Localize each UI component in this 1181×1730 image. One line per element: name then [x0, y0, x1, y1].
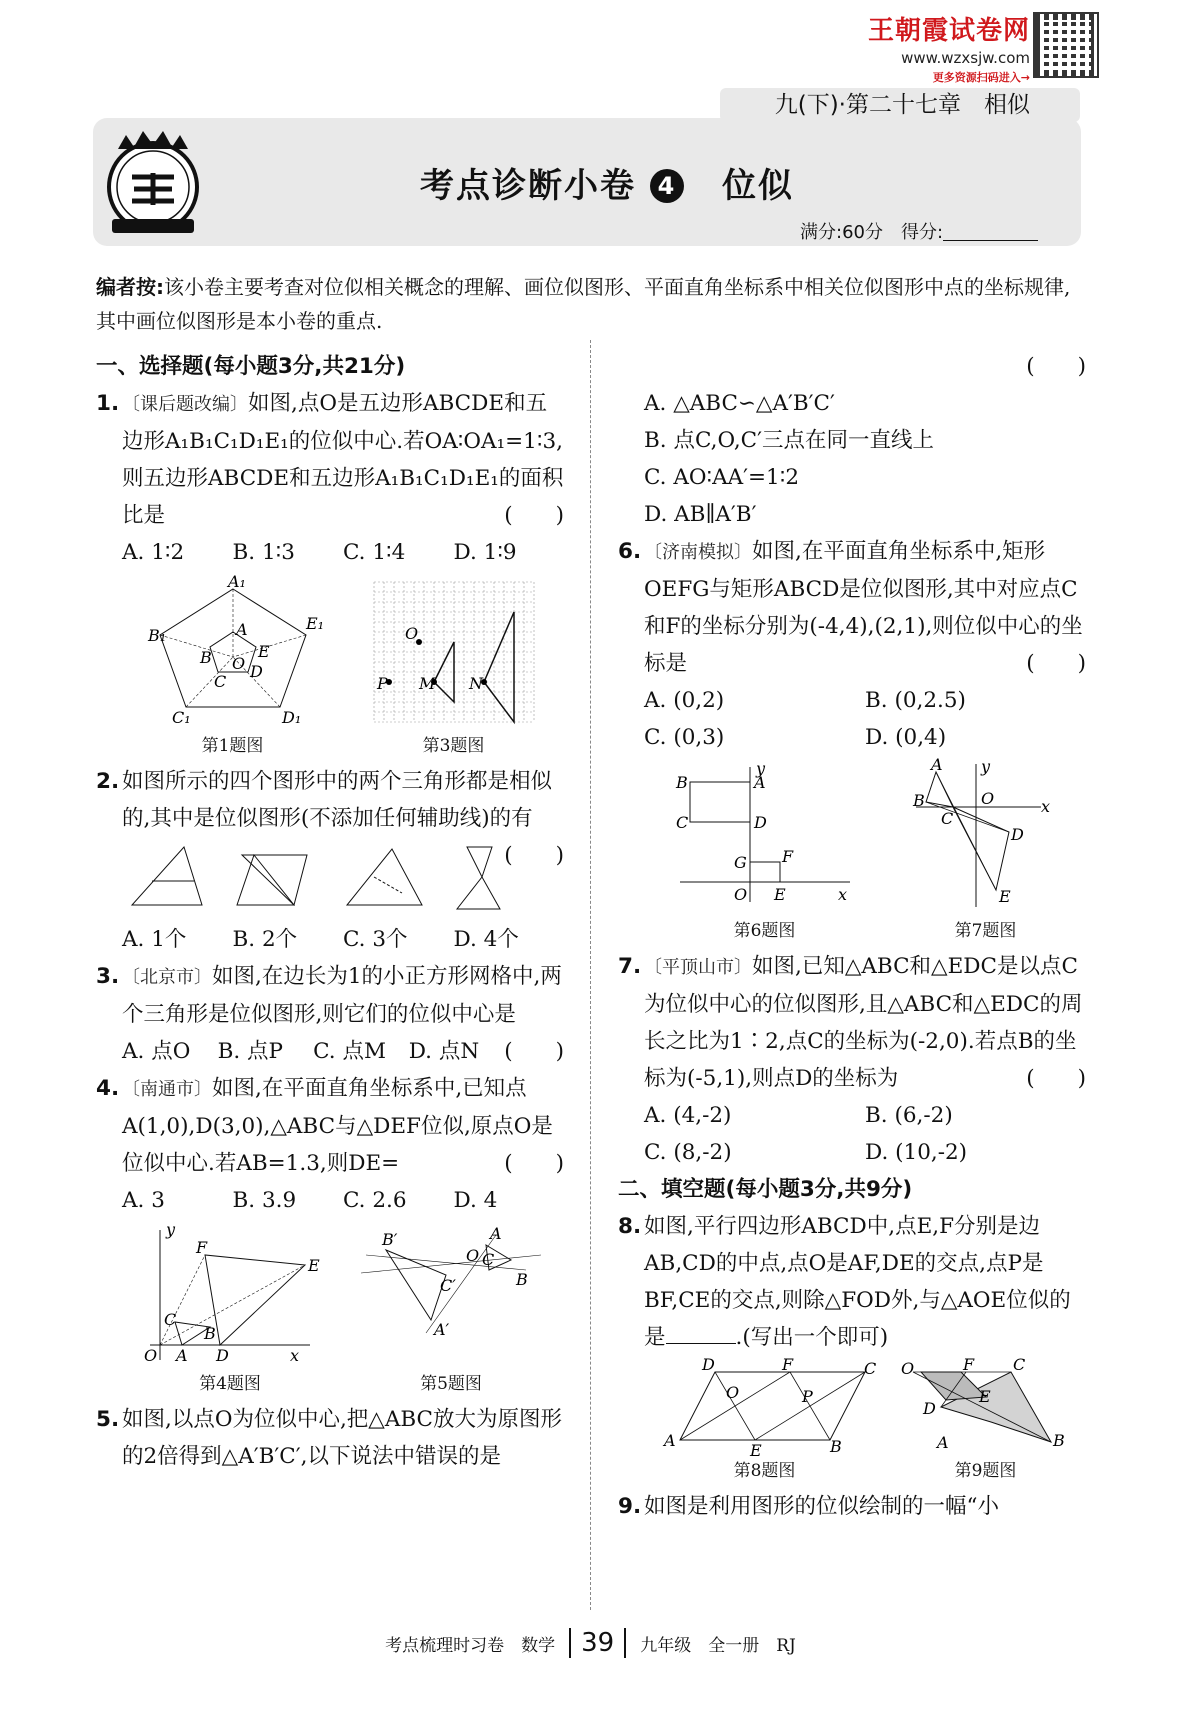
svg-text:O: O — [900, 1359, 914, 1378]
score-blank[interactable] — [943, 223, 1038, 241]
svg-text:B′: B′ — [382, 1230, 398, 1249]
left-column — [96, 348, 564, 1475]
column-divider — [590, 340, 591, 1610]
svg-text:P: P — [801, 1387, 813, 1406]
svg-text:F: F — [196, 1238, 208, 1257]
question-tail: .(写出一个即可) — [735, 1325, 889, 1350]
figure-caption: 第1题图 — [201, 736, 264, 756]
figure-caption: 第3题图 — [422, 736, 485, 756]
option-b[interactable]: B. (0,2.5) — [865, 688, 966, 713]
question-number: 2. — [96, 769, 120, 794]
question-number: 4. — [96, 1076, 120, 1101]
question-5-continued — [618, 348, 1086, 385]
option-a[interactable]: A. (0,2) — [644, 688, 725, 713]
svg-text:C: C — [213, 672, 226, 691]
svg-text:C: C — [675, 813, 688, 832]
svg-text:E: E — [308, 1256, 320, 1275]
svg-text:F: F — [781, 1355, 793, 1374]
editor-note — [96, 270, 1086, 338]
svg-text:C: C — [863, 1359, 876, 1378]
svg-text:C: C — [1012, 1355, 1025, 1374]
figure-q4 — [140, 1220, 320, 1395]
question-7 — [618, 948, 1086, 1097]
brand-block — [840, 10, 1030, 85]
question-number: 7. — [618, 954, 642, 979]
options-q7 — [618, 1097, 1086, 1171]
page-number: 39 — [569, 1628, 626, 1658]
title-sub: 位似 — [722, 166, 794, 206]
svg-text:A: A — [490, 1224, 502, 1243]
title-text: 考点诊断小卷 — [420, 166, 636, 206]
svg-text:F: F — [962, 1355, 974, 1374]
svg-text:B: B — [675, 773, 688, 792]
figures-q1-q3 — [122, 572, 564, 757]
svg-text:A₁: A₁ — [227, 572, 246, 591]
brand-url[interactable]: www.wzxsjw.com — [901, 49, 1030, 67]
question-text: 如图,在边长为1的小正方形网格中,两个三角形是位似图形,则它们的位似中心是 — [122, 964, 562, 1027]
figures-q2 — [122, 843, 504, 915]
coordinate-triangles-diagram — [140, 1220, 320, 1365]
figure-caption: 第6题图 — [733, 921, 796, 941]
question-2 — [96, 763, 564, 868]
svg-text:F: F — [781, 847, 793, 866]
grid-diagram — [369, 577, 539, 727]
svg-text:C: C — [164, 1310, 177, 1329]
question-text: 如图,平行四边形ABCD中,点E,F分别是边AB,CD的中点,点O是AF,DE的交点,点P是BF,CE的交点,则除△FOD外,与△AOE位似的是 — [644, 1214, 1071, 1350]
svg-text:C₁: C₁ — [171, 708, 191, 727]
figure-caption: 第8题图 — [733, 1461, 796, 1481]
pentagon-diagram — [147, 572, 324, 727]
right-column — [618, 348, 1086, 1525]
enlarged-triangles-diagram — [356, 1225, 546, 1365]
option-a[interactable]: A. 3 — [122, 1188, 165, 1213]
option-a[interactable]: A. 1∶2 — [122, 540, 185, 565]
brand-sub: 更多资源扫码进入→ — [932, 71, 1030, 84]
figure-q6 — [670, 759, 860, 942]
question-8 — [618, 1208, 1086, 1356]
svg-text:O: O — [980, 789, 994, 808]
svg-text:A: A — [235, 620, 248, 639]
figures-q4-q5 — [122, 1220, 564, 1395]
figure-caption: 第4题图 — [199, 1374, 261, 1394]
question-9 — [618, 1488, 1086, 1525]
svg-text:A: A — [663, 1431, 676, 1450]
svg-text:B: B — [912, 791, 925, 810]
brand-name: 王朝霞试卷网 — [867, 16, 1030, 46]
figure-q1 — [147, 572, 324, 757]
svg-text:E: E — [257, 642, 270, 661]
score-label: 满分:60分 得分: — [800, 222, 944, 243]
answer-paren[interactable]: ( ) — [504, 1039, 564, 1064]
option-c[interactable]: C. 点M — [313, 1039, 386, 1064]
svg-text:C: C — [482, 1250, 495, 1269]
svg-text:E: E — [773, 885, 786, 904]
section-title-fill: 二、填空题(每小题3分,共9分) — [618, 1177, 913, 1202]
svg-text:D: D — [922, 1399, 936, 1418]
four-triangle-pairs — [122, 843, 562, 915]
svg-text:O: O — [231, 654, 245, 673]
svg-text:y: y — [166, 1220, 176, 1239]
answer-paren[interactable]: ( ) — [1026, 1066, 1086, 1091]
note-text: 该小卷主要考查对位似相关概念的理解、画位似图形、平面直角坐标系中相关位似图形中点的坐标规律,其中画位似图形是本小卷的重点. — [96, 275, 1071, 333]
svg-text:x: x — [837, 885, 847, 904]
question-source: 〔课后题改编〕 — [122, 394, 248, 415]
figure-caption: 第9题图 — [954, 1461, 1017, 1481]
figures-q6-q7 — [644, 755, 1086, 942]
option-a[interactable]: A. 点O — [122, 1039, 191, 1064]
shaded-quadrilateral-diagram — [900, 1355, 1071, 1452]
option-c[interactable]: C. (0,3) — [644, 725, 725, 750]
svg-text:B: B — [829, 1437, 842, 1456]
svg-text:A: A — [753, 773, 766, 792]
options-q2 — [96, 921, 564, 958]
figure-q5 — [356, 1225, 546, 1395]
question-source: 〔北京市〕 — [122, 967, 212, 988]
page-title — [420, 158, 794, 207]
svg-text:N: N — [468, 674, 483, 693]
svg-text:A′: A′ — [434, 1320, 450, 1339]
question-source: 〔济南模拟〕 — [644, 542, 752, 563]
svg-text:D: D — [216, 1346, 229, 1365]
option-d[interactable]: D. 点N — [408, 1039, 480, 1064]
svg-text:y: y — [980, 757, 990, 776]
section-title-choice: 一、选择题(每小题3分,共21分) — [96, 354, 406, 379]
coordinate-triangles-q7 — [911, 755, 1061, 912]
options-q1 — [96, 534, 564, 571]
options-q3 — [96, 1033, 504, 1070]
chapter-label: 九(下)·第二十七章 相似 — [720, 88, 1080, 122]
svg-text:C: C — [940, 809, 953, 828]
question-number: 9. — [618, 1494, 642, 1519]
svg-text:D: D — [753, 813, 767, 832]
svg-text:G: G — [733, 853, 747, 872]
question-text: 如图,在平面直角坐标系中,矩形OEFG与矩形ABCD是位似图形,其中对应点C和F的坐标分别为(-4,4),(2,1),则位似中心的坐标是 — [644, 539, 1083, 676]
svg-text:P: P — [376, 674, 388, 693]
svg-text:D: D — [249, 662, 263, 681]
options-q5-a[interactable]: A. △ABC∽△A′B′C′ — [644, 391, 835, 416]
answer-paren[interactable]: ( ) — [504, 1151, 564, 1176]
answer-paren[interactable]: ( ) — [504, 843, 564, 868]
footer-left: 考点梳理时习卷 数学 — [385, 1636, 556, 1656]
figures-q8-q9 — [644, 1355, 1086, 1482]
question-text: 如图所示的四个图形中的两个三角形都是相似的,其中是位似图形(不添加任何辅助线)的有 — [122, 769, 553, 831]
seal-logo-icon — [98, 127, 208, 242]
option-a[interactable]: A. (4,-2) — [644, 1103, 732, 1128]
svg-text:x: x — [1040, 797, 1050, 816]
question-text: 如图,点O是五边形ABCDE和五边形A₁B₁C₁D₁E₁的位似中心.若OA∶OA₁=1∶3,则五边形ABCDE和五边形A₁B₁C₁D₁E₁的面积比是 — [122, 391, 564, 528]
svg-text:B: B — [1052, 1431, 1065, 1450]
question-1 — [96, 385, 564, 534]
option-c[interactable]: C. 3个 — [343, 927, 408, 952]
figure-q7 — [911, 755, 1061, 942]
svg-text:O: O — [466, 1246, 480, 1265]
option-d[interactable]: D. 4 — [453, 1188, 498, 1213]
options-q6 — [618, 682, 1086, 756]
figure-caption: 第7题图 — [954, 921, 1017, 941]
options-q5-b[interactable]: B. 点C,O,C′三点在同一直线上 — [644, 428, 935, 453]
parallelogram-diagram — [660, 1355, 876, 1460]
option-a[interactable]: A. 1个 — [122, 927, 187, 952]
option-c[interactable]: C. 2.6 — [343, 1188, 407, 1213]
svg-text:A: A — [936, 1433, 949, 1452]
option-c[interactable]: C. (8,-2) — [644, 1140, 732, 1165]
svg-text:A: A — [930, 755, 943, 774]
svg-text:y: y — [755, 759, 765, 778]
score-line — [800, 218, 1038, 244]
svg-text:C′: C′ — [440, 1276, 456, 1295]
option-b[interactable]: B. 2个 — [232, 927, 298, 952]
question-number: 8. — [618, 1214, 642, 1239]
options-q4 — [96, 1182, 564, 1219]
svg-text:A: A — [176, 1346, 188, 1365]
title-number: 4 — [650, 169, 684, 203]
figure-q9 — [900, 1355, 1071, 1482]
svg-text:E: E — [998, 887, 1011, 906]
option-b[interactable]: B. 点P — [217, 1039, 283, 1064]
question-number: 3. — [96, 964, 120, 989]
option-b[interactable]: B. (6,-2) — [865, 1103, 953, 1128]
svg-text:x: x — [290, 1346, 300, 1365]
svg-text:M: M — [418, 674, 435, 693]
question-text: 如图,以点O为位似中心,把△ABC放大为原图形的2倍得到△A′B′C′,以下说法中错误的是 — [122, 1407, 563, 1469]
svg-text:E₁: E₁ — [305, 614, 324, 633]
question-5 — [96, 1401, 564, 1475]
svg-text:O: O — [725, 1383, 739, 1402]
rectangles-diagram — [670, 759, 860, 912]
svg-text:B₁: B₁ — [147, 626, 166, 645]
options-q5-d[interactable]: D. AB∥A′B′ — [644, 502, 757, 527]
question-text: 如图,在平面直角坐标系中,已知点A(1,0),D(3,0),△ABC与△DEF位似,原点O是位似中心.若AB=1.3,则DE= — [122, 1076, 553, 1176]
option-d[interactable]: D. 4个 — [453, 927, 519, 952]
svg-text:B: B — [204, 1324, 216, 1343]
option-b[interactable]: B. 1∶3 — [232, 540, 295, 565]
svg-text:D: D — [701, 1355, 715, 1374]
answer-paren[interactable]: ( ) — [1026, 354, 1086, 379]
page-footer — [0, 1628, 1181, 1658]
svg-text:B: B — [199, 648, 212, 667]
figure-q8 — [660, 1355, 876, 1482]
question-source: 〔平顶山市〕 — [644, 957, 752, 978]
qr-code-icon[interactable] — [1033, 12, 1099, 78]
svg-text:D₁: D₁ — [281, 708, 301, 727]
figure-caption: 第5题图 — [420, 1374, 482, 1394]
options-q5-c[interactable]: C. AO∶AA′=1∶2 — [644, 465, 800, 490]
question-source: 〔南通市〕 — [122, 1079, 212, 1100]
svg-text:O: O — [733, 885, 747, 904]
figure-q3 — [369, 577, 539, 757]
option-c[interactable]: C. 1∶4 — [343, 540, 406, 565]
answer-paren[interactable]: ( ) — [1026, 651, 1086, 676]
question-4 — [96, 1070, 564, 1182]
option-b[interactable]: B. 3.9 — [232, 1188, 297, 1213]
question-number: 5. — [96, 1407, 120, 1432]
svg-text:B: B — [516, 1270, 528, 1289]
svg-text:D: D — [1010, 825, 1024, 844]
option-d[interactable]: D. 1∶9 — [453, 540, 517, 565]
svg-text:O: O — [144, 1346, 158, 1365]
option-d[interactable]: D. (0,4) — [865, 725, 947, 750]
answer-paren[interactable]: ( ) — [504, 503, 564, 528]
option-d[interactable]: D. (10,-2) — [865, 1140, 968, 1165]
question-6 — [618, 533, 1086, 682]
footer-right: 九年级 全一册 RJ — [640, 1636, 796, 1656]
question-number: 6. — [618, 539, 642, 564]
answer-blank[interactable] — [666, 1324, 736, 1344]
svg-text:E: E — [978, 1387, 991, 1406]
question-text: 如图是利用图形的位似绘制的一幅“小 — [644, 1494, 999, 1519]
svg-text:E: E — [749, 1441, 762, 1460]
question-text: 如图,已知△ABC和△EDC是以点C为位似中心的位似图形,且△ABC和△EDC的周长之比为1∶2,点C的坐标为(-2,0).若点B的坐标为(-5,1),则点D的坐标为 — [644, 954, 1083, 1091]
note-label: 编者按: — [96, 275, 164, 299]
svg-text:O: O — [404, 624, 418, 643]
question-number: 1. — [96, 391, 120, 416]
